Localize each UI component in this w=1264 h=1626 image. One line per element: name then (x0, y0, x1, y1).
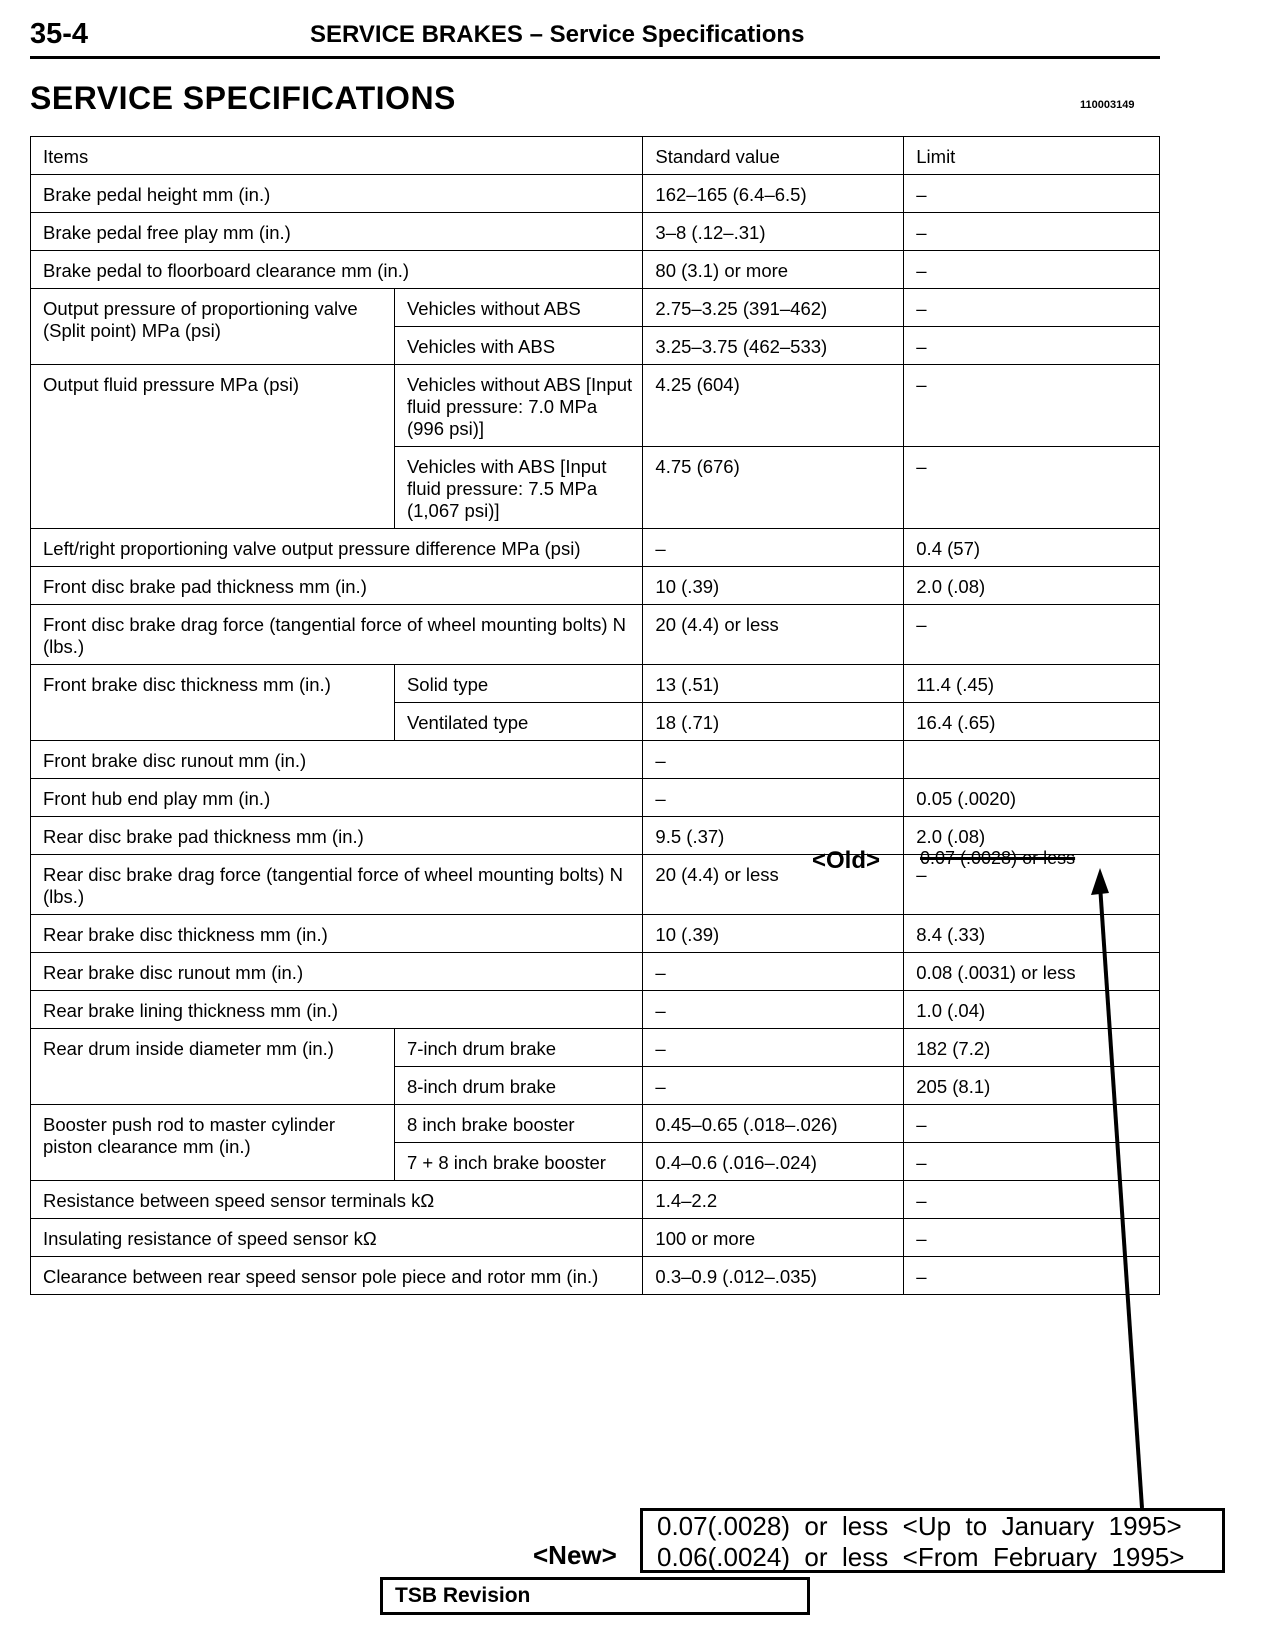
limit-cell: 2.0 (.08) (904, 567, 1160, 605)
item-cell: Booster push rod to master cylinder piston clearance mm (in.) (31, 1105, 395, 1181)
standard-cell: – (643, 991, 904, 1029)
item-cell: Front brake disc runout mm (in.) (31, 741, 643, 779)
limit-cell: – (904, 1143, 1160, 1181)
standard-cell: 3.25–3.75 (462–533) (643, 327, 904, 365)
document-number: 110003149 (1080, 99, 1135, 111)
limit-cell: – (904, 251, 1160, 289)
standard-cell: 4.75 (676) (643, 447, 904, 529)
standard-cell: 13 (.51) (643, 665, 904, 703)
standard-cell: 0.45–0.65 (.018–.026) (643, 1105, 904, 1143)
standard-cell: – (643, 953, 904, 991)
sub-item-cell: Vehicles without ABS [Input fluid pressure: 7.0 MPa (996 psi)] (394, 365, 642, 447)
limit-cell: – (904, 213, 1160, 251)
sub-item-cell: Vehicles without ABS (394, 289, 642, 327)
limit-cell: 205 (8.1) (904, 1067, 1160, 1105)
standard-cell: – (643, 529, 904, 567)
item-cell: Output pressure of proportioning valve (Split point) MPa (psi) (31, 289, 395, 365)
standard-cell: 20 (4.4) or less (643, 605, 904, 665)
sub-item-cell: 7-inch drum brake (394, 1029, 642, 1067)
sub-item-cell: Vehicles with ABS [Input fluid pressure: 7.5 MPa (1,067 psi)] (394, 447, 642, 529)
limit-cell: 8.4 (.33) (904, 915, 1160, 953)
standard-cell: 4.25 (604) (643, 365, 904, 447)
limit-cell: 11.4 (.45) (904, 665, 1160, 703)
item-cell: Front brake disc thickness mm (in.) (31, 665, 395, 741)
standard-cell: 0.3–0.9 (.012–.035) (643, 1257, 904, 1295)
limit-cell: 0.08 (.0031) or less (904, 953, 1160, 991)
sub-item-cell: Solid type (394, 665, 642, 703)
sub-item-cell: Vehicles with ABS (394, 327, 642, 365)
item-cell: Rear drum inside diameter mm (in.) (31, 1029, 395, 1105)
standard-cell: 10 (.39) (643, 567, 904, 605)
limit-cell: 0.05 (.0020) (904, 779, 1160, 817)
limit-cell: – (904, 447, 1160, 529)
limit-cell: – (904, 1181, 1160, 1219)
limit-cell: – (904, 289, 1160, 327)
standard-cell: 10 (.39) (643, 915, 904, 953)
item-cell: Resistance between speed sensor terminals kΩ (31, 1181, 643, 1219)
limit-cell: 2.0 (.08) (904, 817, 1160, 855)
new-value-label: <New> (533, 1540, 617, 1570)
standard-cell: 100 or more (643, 1219, 904, 1257)
item-cell: Rear brake lining thickness mm (in.) (31, 991, 643, 1029)
standard-cell: 3–8 (.12–.31) (643, 213, 904, 251)
standard-cell: 9.5 (.37) (643, 817, 904, 855)
limit-cell: 1.0 (.04) (904, 991, 1160, 1029)
item-cell: Front disc brake pad thickness mm (in.) (31, 567, 643, 605)
item-cell: Front hub end play mm (in.) (31, 779, 643, 817)
new-value-line: 0.07(.0028) or less <Up to January 1995> (657, 1511, 1182, 1541)
item-cell: Brake pedal to floorboard clearance mm (in.) (31, 251, 643, 289)
standard-cell: 1.4–2.2 (643, 1181, 904, 1219)
item-cell: Front disc brake drag force (tangential force of wheel mounting bolts) N (lbs.) (31, 605, 643, 665)
item-cell: Brake pedal height mm (in.) (31, 175, 643, 213)
item-cell: Output fluid pressure MPa (psi) (31, 365, 395, 529)
header-items: Items (31, 137, 643, 175)
page-title: SERVICE SPECIFICATIONS (30, 80, 456, 116)
limit-cell: – (904, 1219, 1160, 1257)
header-limit: Limit (904, 137, 1160, 175)
standard-cell: 20 (4.4) or less (643, 855, 904, 915)
item-cell: Clearance between rear speed sensor pole piece and rotor mm (in.) (31, 1257, 643, 1295)
limit-cell: – (904, 855, 1160, 915)
sub-item-cell: 7 + 8 inch brake booster (394, 1143, 642, 1181)
standard-cell: 2.75–3.25 (391–462) (643, 289, 904, 327)
item-cell: Brake pedal free play mm (in.) (31, 213, 643, 251)
standard-cell: – (643, 1067, 904, 1105)
standard-cell: 18 (.71) (643, 703, 904, 741)
standard-cell: 80 (3.1) or more (643, 251, 904, 289)
new-value-line: 0.06(.0024) or less <From February 1995> (657, 1542, 1185, 1572)
running-title: SERVICE BRAKES – Service Specifications (310, 21, 805, 48)
item-cell: Left/right proportioning valve output pressure difference MPa (psi) (31, 529, 643, 567)
item-cell: Insulating resistance of speed sensor kΩ (31, 1219, 643, 1257)
limit-cell: 0.4 (57) (904, 529, 1160, 567)
new-value-box (640, 1508, 1225, 1573)
item-cell: Rear brake disc thickness mm (in.) (31, 915, 643, 953)
limit-cell: – (904, 605, 1160, 665)
limit-cell: 16.4 (.65) (904, 703, 1160, 741)
standard-cell: 0.4–0.6 (.016–.024) (643, 1143, 904, 1181)
item-cell: Rear disc brake pad thickness mm (in.) (31, 817, 643, 855)
limit-cell: – (904, 175, 1160, 213)
limit-cell: – (904, 1257, 1160, 1295)
header-standard-value: Standard value (643, 137, 904, 175)
sub-item-cell: 8-inch drum brake (394, 1067, 642, 1105)
limit-cell: – (904, 327, 1160, 365)
page-number: 35-4 (30, 18, 89, 50)
struck-old-limit: 0.07 (.0028) or less (920, 848, 1076, 868)
limit-cell: – (904, 1105, 1160, 1143)
standard-cell: – (643, 779, 904, 817)
sub-item-cell: 8 inch brake booster (394, 1105, 642, 1143)
tsb-revision-label: TSB Revision (380, 1577, 810, 1615)
item-cell: Rear brake disc runout mm (in.) (31, 953, 643, 991)
limit-cell: 182 (7.2) (904, 1029, 1160, 1067)
item-cell: Rear disc brake drag force (tangential force of wheel mounting bolts) N (lbs.) (31, 855, 643, 915)
standard-cell: – (643, 1029, 904, 1067)
limit-cell: – (904, 365, 1160, 447)
sub-item-cell: Ventilated type (394, 703, 642, 741)
standard-cell: 162–165 (6.4–6.5) (643, 175, 904, 213)
standard-cell: – (643, 741, 904, 779)
old-value-label: <Old> (812, 847, 881, 874)
